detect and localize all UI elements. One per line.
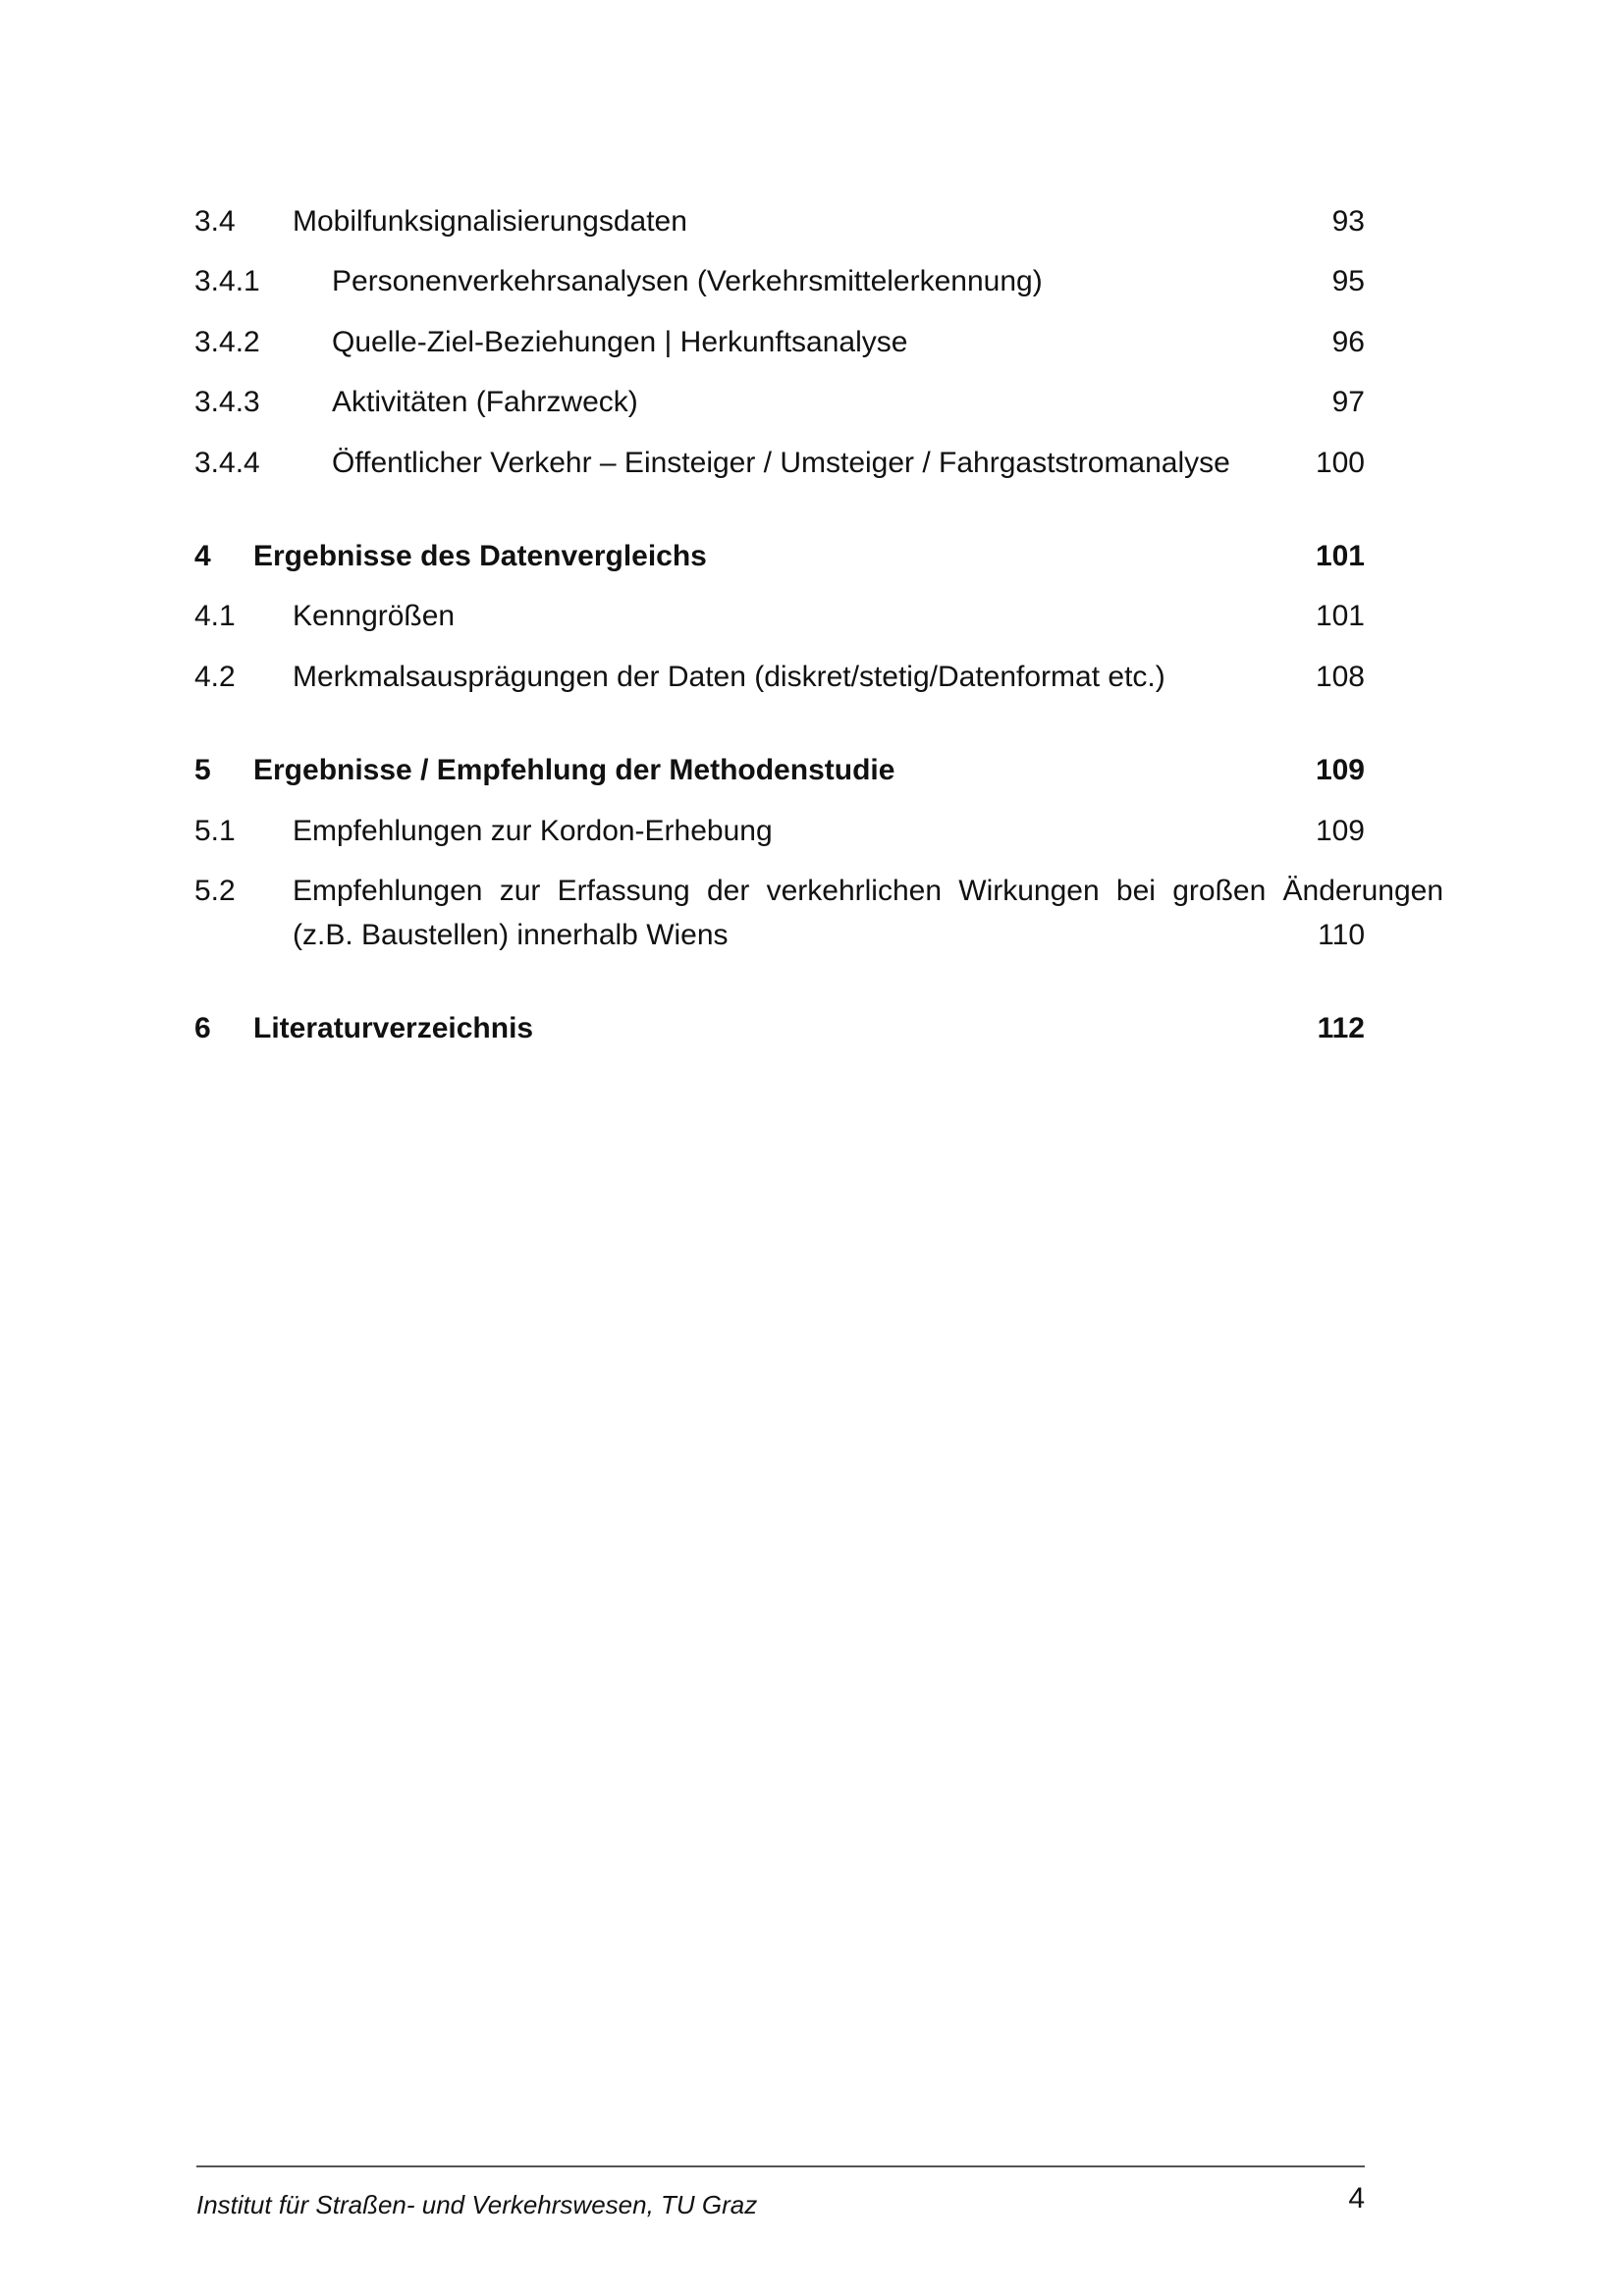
toc-title-line2: (z.B. Baustellen) innerhalb Wiens xyxy=(293,919,729,951)
toc-number: 3.4 xyxy=(194,205,236,238)
toc-number: 6 xyxy=(194,1012,211,1044)
toc-page-number: 109 xyxy=(1315,815,1365,847)
toc-title: Empfehlungen zur Kordon-Erhebung xyxy=(293,815,773,847)
toc-page-number: 95 xyxy=(1331,265,1365,297)
toc-title: Mobilfunksignalisierungsdaten xyxy=(293,205,687,238)
toc-title: Kenngrößen xyxy=(293,600,456,632)
toc-page-number: 101 xyxy=(1315,540,1365,572)
toc-title: Literaturverzeichnis xyxy=(253,1012,534,1044)
toc-page-number: 100 xyxy=(1315,447,1365,479)
toc-number: 5.2 xyxy=(194,875,236,907)
toc-number: 3.4.3 xyxy=(194,386,260,418)
toc-page-number: 96 xyxy=(1331,326,1365,358)
toc-page-number: 108 xyxy=(1315,661,1365,693)
toc-page-number: 97 xyxy=(1331,386,1365,418)
footer-page-number: 4 xyxy=(1348,2182,1365,2215)
toc-page-number: 101 xyxy=(1315,600,1365,632)
toc-page-number: 110 xyxy=(1318,919,1365,951)
toc-page-number: 93 xyxy=(1331,205,1365,238)
toc-number: 4.1 xyxy=(194,600,236,632)
toc-title: Ergebnisse / Empfehlung der Methodenstudie xyxy=(253,754,895,786)
toc-title: Aktivitäten (Fahrzweck) xyxy=(332,386,638,418)
footer-divider xyxy=(196,2165,1365,2167)
toc-title: Empfehlungen zur Erfassung der verkehrlichen Wirkungen bei großen Änderungen xyxy=(293,875,1443,907)
toc-number: 5.1 xyxy=(194,815,236,847)
toc-title: Personenverkehrsanalysen (Verkehrsmittelerkennung) xyxy=(332,265,1043,297)
footer-institution: Institut für Straßen- und Verkehrswesen, TU Graz xyxy=(196,2190,758,2219)
toc-number: 4.2 xyxy=(194,661,236,693)
toc-title: Merkmalsausprägungen der Daten (diskret/stetig/Datenformat etc.) xyxy=(293,661,1165,693)
toc-title: Quelle-Ziel-Beziehungen | Herkunftsanalyse xyxy=(332,326,908,358)
toc-page-number: 109 xyxy=(1315,754,1365,786)
toc-page-number: 112 xyxy=(1317,1012,1365,1044)
toc-title: Ergebnisse des Datenvergleichs xyxy=(253,540,707,572)
toc-number: 3.4.4 xyxy=(194,447,260,479)
toc-number: 3.4.1 xyxy=(194,265,260,297)
toc-number: 3.4.2 xyxy=(194,326,260,358)
toc-number: 5 xyxy=(194,754,211,786)
toc-title: Öffentlicher Verkehr – Einsteiger / Umsteiger / Fahrgaststromanalyse xyxy=(332,447,1230,479)
toc-number: 4 xyxy=(194,540,211,572)
